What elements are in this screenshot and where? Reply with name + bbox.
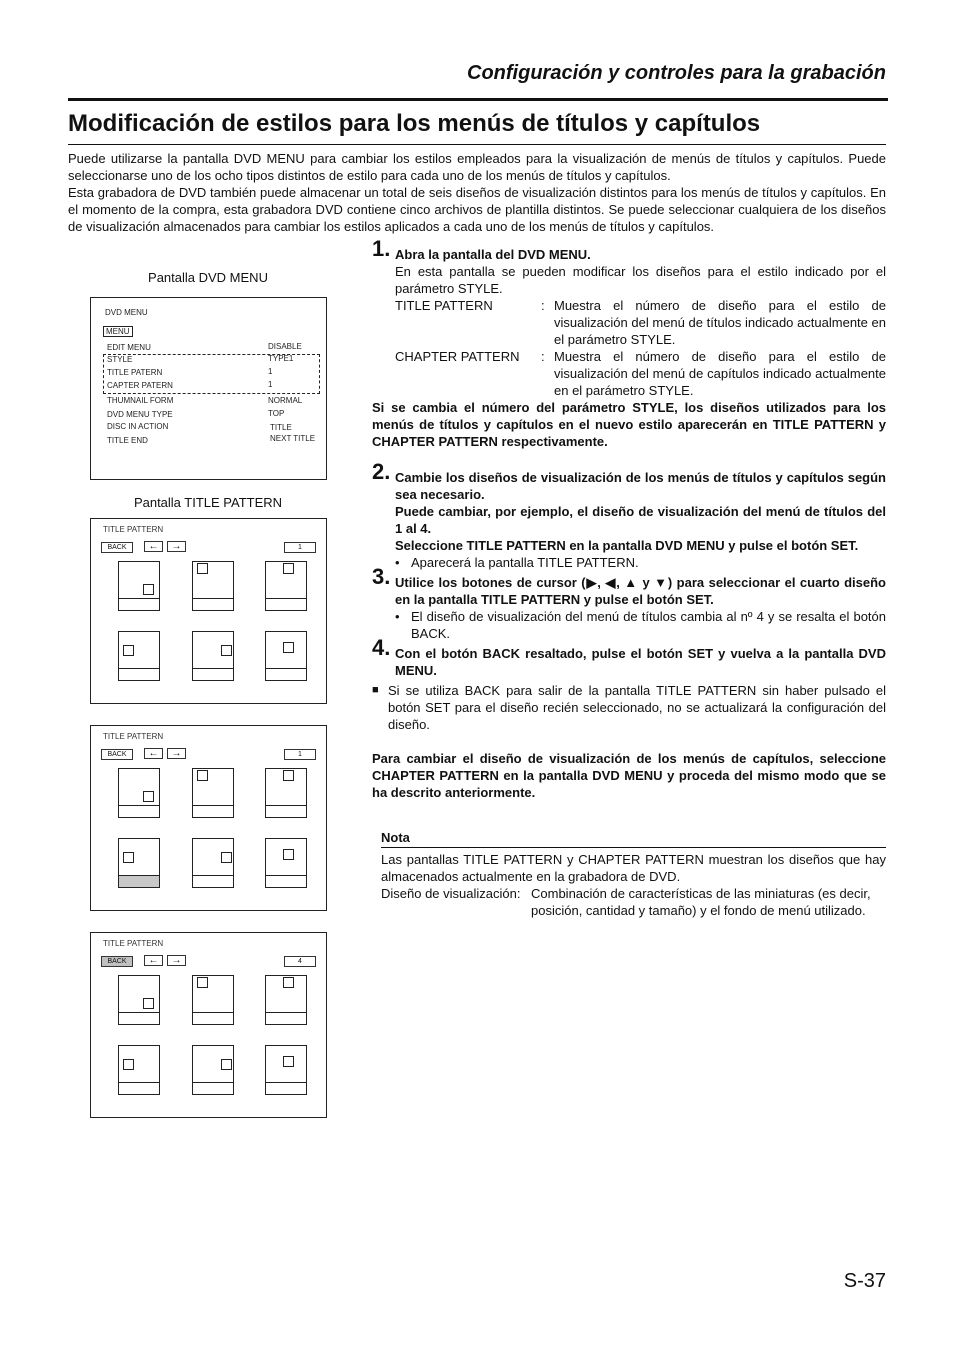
menu-row-value: 1 [268,367,273,376]
step-1 [372,236,886,399]
step-4 [372,635,886,679]
step-heading: Abra la pantalla del DVD MENU. [395,247,591,262]
back-button[interactable]: BACK [101,956,133,967]
thumbnail-divider [193,668,233,669]
menu-row-label: STYLE [107,355,133,364]
definition-sep: : [541,349,545,364]
thumbnail-square-icon [143,791,154,802]
square-note [372,682,886,733]
title-pattern-heading: TITLE PATTERN [103,525,164,534]
step-number: 4. [372,635,391,660]
thumbnail-divider [119,668,159,669]
instructions [372,236,886,919]
definition-term: CHAPTER PATTERN [395,349,520,364]
step-2 [372,459,886,571]
step-number: 3. [372,564,391,589]
pattern-number: 4 [284,956,316,967]
page-title: Modificación de estilos para los menús de títulos y capítulos [68,110,761,137]
menu-row-value: TYPE1 [268,354,294,363]
thumbnail-square-icon [283,770,294,781]
menu-tab: MENU [103,326,133,337]
title-rule [68,144,886,145]
nota-title: Nota [381,829,886,848]
thumbnail-divider [193,805,233,806]
thumbnail-divider [193,1082,233,1083]
pattern-number: 1 [284,542,316,553]
bullet-item [395,554,886,571]
menu-row-value: TOP [268,409,285,418]
nota-text: Las pantallas TITLE PATTERN y CHAPTER PATTERN muestran los diseños que hay almacenados actualmente en la grabadora de DVD. [381,852,886,884]
definition-desc: Muestra el número de diseño para el estilo de visualización del menú de capítulos indicado actualmente en el parámetro STYLE. [554,349,886,398]
pattern-thumbnail[interactable] [265,631,307,681]
intro-text [68,150,886,235]
step-number: 2. [372,459,391,484]
bullet-text: El diseño de visualización del menú de títulos cambia al nº 4 y se resalta el botón BACK. [411,609,886,641]
pattern-thumbnail[interactable] [265,1045,307,1095]
thumbnail-divider [266,598,306,599]
menu-row-label: THUMNAIL FORM [107,396,174,405]
thumbnail-square-icon [143,998,154,1009]
back-button[interactable]: BACK [101,542,133,553]
step-text: Puede cambiar, por ejemplo, el diseño de visualización del menú de títulos del 1 al 4. [395,504,886,536]
bullet-item [395,608,886,642]
thumbnail-square-icon [283,1056,294,1067]
left-arrow-icon[interactable]: ← [144,748,163,759]
pattern-thumbnail[interactable] [265,561,307,611]
pattern-thumbnail[interactable] [192,1045,234,1095]
square-note-text: Si se utiliza BACK para salir de la pantalla TITLE PATTERN sin haber pulsado el botón SET para el diseño recién seleccionado, no se actualizará la configuración del diseño. [388,683,886,732]
step-heading: Con el botón BACK resaltado, pulse el botón SET y vuelva a la pantalla DVD MENU. [395,646,886,678]
title-pattern-screen [90,932,327,1118]
thumbnail-divider [193,1012,233,1013]
title-pattern-heading: TITLE PATTERN [103,939,164,948]
nota-def-desc: Combinación de características de las miniaturas (es decir, posición, cantidad y tamaño) y el fondo de menú utilizado. [531,886,871,918]
step-text: Seleccione TITLE PATTERN en la pantalla DVD MENU y pulse el botón SET. [395,538,859,553]
thumbnail-divider [266,668,306,669]
thumbnail-divider [119,1082,159,1083]
step-3 [372,564,886,642]
pattern-thumbnail[interactable] [192,561,234,611]
bullet-text: Aparecerá la pantalla TITLE PATTERN. [411,555,639,570]
pattern-thumbnail[interactable] [118,1045,160,1095]
menu-row-label: DISC IN ACTION [107,422,169,431]
pattern-thumbnail[interactable] [118,561,160,611]
thumbnail-square-icon [197,977,208,988]
thumbnail-square-icon [123,852,134,863]
definition-desc: Muestra el número de diseño para el estilo de visualización del menú de títulos indicado actualmente en el parámetro STYLE. [554,298,886,347]
thumbnail-square-icon [283,642,294,653]
definition-row [395,297,886,348]
bullet-icon: • [395,609,400,624]
nota-definition [381,885,886,919]
title-pattern-screen [90,725,327,911]
thumbnail-divider [119,875,159,876]
thumbnail-square-icon [283,849,294,860]
intro-paragraph-2: Esta grabadora de DVD también puede almacenar un total de seis diseños de visualización distintos para los menús de títulos y capítulos. En el momento de la compra, esta grabadora DVD contiene cinco archivos de plantilla distintos. Se puede seleccionar cualquiera de los diseños de visualización almacenados para cambiar los estilos aplicados a cada uno de los menús de títulos y capítulos. [68,185,886,234]
menu-row-value: 1 [268,380,273,389]
pattern-thumbnail[interactable] [192,768,234,818]
pattern-thumbnail[interactable] [118,975,160,1025]
square-bullet-icon: ■ [372,684,379,696]
menu-row-label: EDIT MENU [107,343,151,352]
thumbnail-divider [266,805,306,806]
thumbnail-divider [266,1082,306,1083]
thumbnail-divider [119,598,159,599]
thumbnail-divider [193,598,233,599]
menu-row-label: TITLE PATERN [107,368,163,377]
menu-row-label: CAPTER PATERN [107,381,173,390]
step-text: En esta pantalla se pueden modificar los diseños para el estilo indicado por el parámetro STYLE. [395,264,886,296]
menu-row-value: NORMAL [268,396,303,405]
nota-def-term: Diseño de visualización: [381,886,521,901]
left-arrow-icon[interactable]: ← [144,541,163,552]
title-pattern-caption: Pantalla TITLE PATTERN [133,495,283,510]
thumbnail-square-icon [123,1059,134,1070]
selection-highlight [119,876,159,887]
pattern-thumbnail[interactable] [118,768,160,818]
thumbnail-square-icon [283,563,294,574]
pattern-thumbnail[interactable] [265,975,307,1025]
menu-row-label: DVD MENU TYPE [107,410,173,419]
definition-row [395,348,886,399]
dvd-menu-title: DVD MENU [105,308,148,317]
left-arrow-icon[interactable]: ← [144,955,163,966]
header-rule [68,98,888,101]
thumbnail-square-icon [221,1059,232,1070]
step-heading: Cambie los diseños de visualización de los menús de títulos y capítulos según sea necesario. [395,470,886,502]
thumbnail-square-icon [221,852,232,863]
step-number: 1. [372,236,391,261]
thumbnail-divider [119,805,159,806]
intro-paragraph-1: Puede utilizarse la pantalla DVD MENU para cambiar los estilos empleados para la visualización de menús de títulos y capítulos. Puede seleccionarse uno de los ocho tipos distintos de estilo para cada uno de los menús de títulos y capítulos. [68,151,886,183]
nota-block [381,829,886,919]
menu-row-value: DISABLE [268,342,302,351]
pattern-thumbnail[interactable] [192,975,234,1025]
thumbnail-divider [266,1012,306,1013]
pattern-number: 1 [284,749,316,760]
right-arrow-icon[interactable]: → [167,748,186,759]
thumbnail-square-icon [197,770,208,781]
thumbnail-divider [266,875,306,876]
definition-term: TITLE PATTERN [395,298,493,313]
pattern-thumbnail[interactable] [192,838,234,888]
title-pattern-heading: TITLE PATTERN [103,732,164,741]
thumbnail-square-icon [123,645,134,656]
style-change-note: Si se cambia el número del parámetro STYLE, los diseños utilizados para los menús de títulos y capítulos en el nuevo estilo aparecerán en TITLE PATTERN y CHAPTER PATTERN respectivamente. [372,400,886,449]
pattern-thumbnail[interactable] [118,631,160,681]
dvd-menu-screen [90,297,327,480]
dvd-menu-caption: Pantalla DVD MENU [148,270,268,285]
thumbnail-square-icon [283,977,294,988]
thumbnail-square-icon [197,563,208,574]
menu-row-value: TITLE [270,423,292,432]
thumbnail-divider [193,875,233,876]
pattern-thumbnail[interactable] [265,768,307,818]
right-arrow-icon[interactable]: → [167,541,186,552]
menu-row-value: NEXT TITLE [270,434,316,443]
thumbnail-square-icon [221,645,232,656]
right-arrow-icon[interactable]: → [167,955,186,966]
menu-row-label: TITLE END [107,436,148,445]
definition-sep: : [541,298,545,313]
pattern-thumbnail[interactable] [192,631,234,681]
back-button[interactable]: BACK [101,749,133,760]
thumbnail-square-icon [143,584,154,595]
pattern-thumbnail[interactable] [118,838,160,888]
bullet-icon: • [395,555,400,570]
section-header: Configuración y controles para la grabación [467,62,886,84]
pattern-thumbnail[interactable] [265,838,307,888]
page-number: S-37 [843,1270,886,1292]
title-pattern-screen [90,518,327,704]
step-heading: Utilice los botones de cursor (▶, ◀, ▲ y ▼) para seleccionar el cuarto diseño en la pantalla TITLE PATTERN y pulse el botón SET. [395,575,886,607]
thumbnail-divider [119,1012,159,1013]
chapter-pattern-note: Para cambiar el diseño de visualización de los menús de capítulos, seleccione CHAPTER PATTERN en la pantalla DVD MENU y proceda del mismo modo que se ha descrito anteriormente. [372,751,886,800]
